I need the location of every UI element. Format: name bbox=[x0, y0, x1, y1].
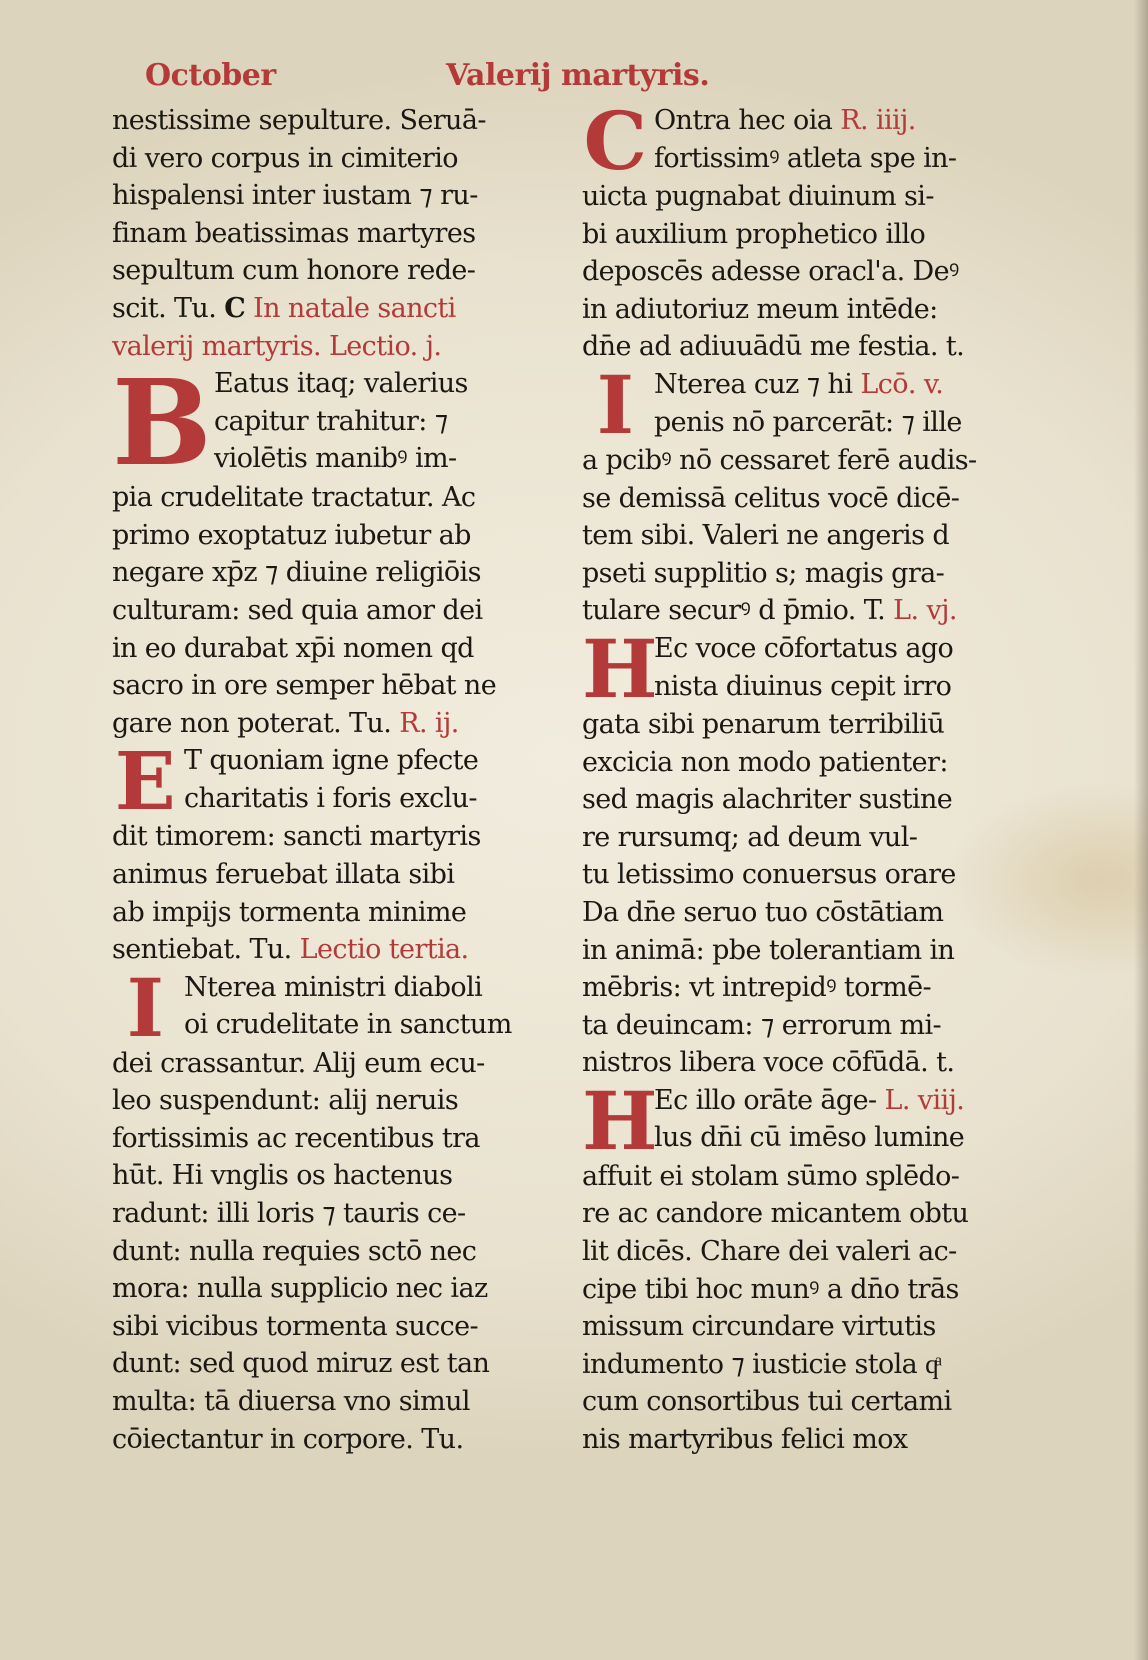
text-line: missum circundare virtutis bbox=[582, 1311, 936, 1343]
text-line: T quoniam igne pfecte bbox=[184, 745, 479, 777]
text-line: dei crassantur. Alij eum ecu- bbox=[112, 1047, 485, 1079]
text-line: culturam: sed quia amor dei bbox=[112, 594, 483, 626]
text-line: fortissimis ac recentibus tra bbox=[112, 1122, 480, 1154]
text-line bbox=[112, 705, 552, 743]
lesson-eight bbox=[582, 1082, 1022, 1158]
text-line: excicia non modo patienter: bbox=[582, 746, 948, 778]
text-line: Ec voce cōfortatus ago bbox=[654, 632, 954, 664]
rubric-line bbox=[112, 328, 552, 366]
text-line: tem sibi. Valeri ne angeris d bbox=[582, 520, 950, 552]
line-text: Ec illo orāte āge- bbox=[654, 1084, 877, 1116]
drop-cap-initial: H bbox=[582, 629, 657, 706]
text-line: animus feruebat illata sibi bbox=[112, 858, 455, 890]
text-line: pseti supplitio s; magis gra- bbox=[582, 557, 945, 589]
text-line: dunt: sed quod miruz est tan bbox=[112, 1348, 490, 1380]
text-line: dit timorem: sancti martyris bbox=[112, 821, 481, 853]
text-line: cipe tibi hoc munꝰ a dn̄o trās bbox=[582, 1273, 959, 1305]
text-line: finam beatissimas martyres bbox=[112, 217, 476, 249]
text-line: nistros libera voce cōfūdā. t. bbox=[582, 1047, 955, 1079]
rubric-line bbox=[112, 290, 552, 328]
lesson-one bbox=[112, 365, 552, 479]
text-line: a pcibꝰ nō cessaret ferē audis- bbox=[582, 444, 977, 476]
text-line: sed magis alachriter sustine bbox=[582, 784, 953, 816]
text-line bbox=[582, 102, 1022, 140]
rubric-text: In natale sancti bbox=[253, 292, 456, 324]
text-line: dunt: nulla requies sctō nec bbox=[112, 1235, 477, 1267]
text-line: lit dicēs. Chare dei valeri ac- bbox=[582, 1236, 957, 1268]
text-line: re rursumq; ad deum vul- bbox=[582, 821, 918, 853]
text-line: capitur trahitur: ⁊ bbox=[214, 405, 448, 437]
text-line: Da dn̄e seruo tuo cōstātiam bbox=[582, 896, 944, 928]
text-line: multa: tā diuersa vno simul bbox=[112, 1386, 470, 1418]
text-line: bi auxilium prophetico illo bbox=[582, 218, 926, 250]
text-line: dn̄e ad adiuuādū me festia. t. bbox=[582, 331, 965, 363]
right-text-column bbox=[582, 102, 1022, 1459]
text-line: gata sibi penarum terribiliū bbox=[582, 708, 945, 740]
line-text: tulare securꝰ d p̄mio. bbox=[582, 595, 856, 627]
text-line: pia crudelitate tractatur. Ac bbox=[112, 482, 476, 514]
drop-cap-initial: B bbox=[112, 365, 212, 480]
responsory-four bbox=[582, 102, 1022, 178]
drop-cap-initial: I bbox=[596, 365, 634, 442]
text-line: cōiectantur in corpore. Tu. bbox=[112, 1423, 464, 1455]
text-line: leo suspendunt: alij neruis bbox=[112, 1085, 459, 1117]
text-line: radunt: illi loris ⁊ tauris ce- bbox=[112, 1198, 466, 1230]
text-line: mora: nulla supplicio nec iaz bbox=[112, 1273, 488, 1305]
text-line: nestissime sepulture. Seruā- bbox=[112, 105, 486, 136]
text-line: in eo durabat xp̄i nomen qd bbox=[112, 632, 474, 664]
drop-cap-initial: E bbox=[114, 742, 176, 819]
lesson-label: Lcō. v. bbox=[860, 368, 944, 400]
capitulum-mark: C bbox=[224, 292, 246, 324]
text-line: deposcēs adesse oracl'a. Deꝰ bbox=[582, 256, 959, 288]
lesson-label: Lectio tertia. bbox=[299, 934, 469, 966]
drop-cap-initial: H bbox=[582, 1081, 657, 1158]
lesson-three bbox=[112, 969, 552, 1045]
running-head-month: October bbox=[145, 58, 276, 93]
drop-cap-initial: I bbox=[126, 968, 164, 1045]
text-line: sibi vicibus tormenta succe- bbox=[112, 1310, 479, 1342]
text-line: charitatis i foris exclu- bbox=[184, 782, 477, 814]
text-line: in animā: pbe tolerantiam in bbox=[582, 934, 955, 966]
line-text: T. bbox=[863, 595, 886, 627]
text-line: Eatus itaq; valerius bbox=[214, 368, 468, 400]
text-line bbox=[582, 592, 1022, 630]
text-line: fortissimꝰ atleta spe in- bbox=[654, 142, 957, 174]
text-line: violētis manibꝰ im- bbox=[214, 443, 457, 475]
text-line: ab impijs tormenta minime bbox=[112, 896, 467, 928]
text-line: primo exoptatuz iubetur ab bbox=[112, 519, 471, 551]
text-line: hūt. Hi vnglis os hactenus bbox=[112, 1160, 453, 1192]
text-line: nista diuinus cepit irro bbox=[654, 670, 952, 702]
text-line: Nterea ministri diaboli bbox=[184, 971, 483, 1003]
text-line: cum consortibus tui certami bbox=[582, 1386, 952, 1418]
text-line: se demissā celitus vocē dicē- bbox=[582, 482, 960, 514]
text-line: nis martyribus felici mox bbox=[582, 1424, 908, 1456]
text-line: mēbris: vt intrepidꝰ tormē- bbox=[582, 972, 932, 1004]
lesson-label: L. viij. bbox=[884, 1084, 965, 1116]
text-line: uicta pugnabat diuinum si- bbox=[582, 181, 934, 212]
line-text: scit. Tu. bbox=[112, 292, 217, 324]
rubric-text: valerij martyris. bbox=[112, 330, 321, 362]
text-line: tu letissimo conuersus orare bbox=[582, 859, 956, 891]
text-line: in adiutoriuz meum intēde: bbox=[582, 293, 938, 325]
text-line: ta deuincam: ⁊ errorum mi- bbox=[582, 1009, 941, 1041]
text-line: negare xp̄z ⁊ diuine religiōis bbox=[112, 557, 481, 589]
lesson-five bbox=[582, 366, 1022, 442]
text-line: di vero corpus in cimiterio bbox=[112, 142, 458, 174]
text-line bbox=[582, 366, 1022, 404]
text-line: re ac candore micantem obtu bbox=[582, 1198, 969, 1230]
text-line: sepultum cum honore rede- bbox=[112, 255, 476, 287]
left-text-column bbox=[112, 102, 552, 1458]
line-text: Nterea cuz ⁊ hi bbox=[654, 368, 853, 400]
line-text: gare non poterat. Tu. bbox=[112, 707, 392, 739]
lesson-two bbox=[112, 742, 552, 818]
text-line: sacro in ore semper hēbat ne bbox=[112, 670, 497, 702]
line-text: Ontra hec oia bbox=[654, 105, 833, 136]
line-text: sentiebat. Tu. bbox=[112, 934, 292, 966]
responsory-label: R. ij. bbox=[399, 707, 459, 739]
drop-cap-initial: C bbox=[583, 102, 647, 178]
text-line: penis nō parcerāt: ⁊ ille bbox=[654, 406, 962, 438]
text-line: indumento ⁊ iusticie stola qͣ bbox=[582, 1348, 939, 1380]
text-line: affuit ei stolam sūmo splēdo- bbox=[582, 1160, 960, 1192]
text-line: hispalensi inter iustam ⁊ ru- bbox=[112, 180, 478, 212]
lesson-label: L. vj. bbox=[893, 595, 957, 627]
running-head-title: Valerij martyris. bbox=[446, 58, 710, 93]
lesson-label: Lectio. j. bbox=[328, 330, 442, 362]
text-line bbox=[112, 931, 552, 969]
responsory-label: R. iiij. bbox=[840, 105, 916, 136]
text-line: lus dn̄i cū imēso lumine bbox=[654, 1122, 965, 1154]
lesson-six bbox=[582, 630, 1022, 706]
text-line: oi crudelitate in sanctum bbox=[184, 1009, 512, 1041]
